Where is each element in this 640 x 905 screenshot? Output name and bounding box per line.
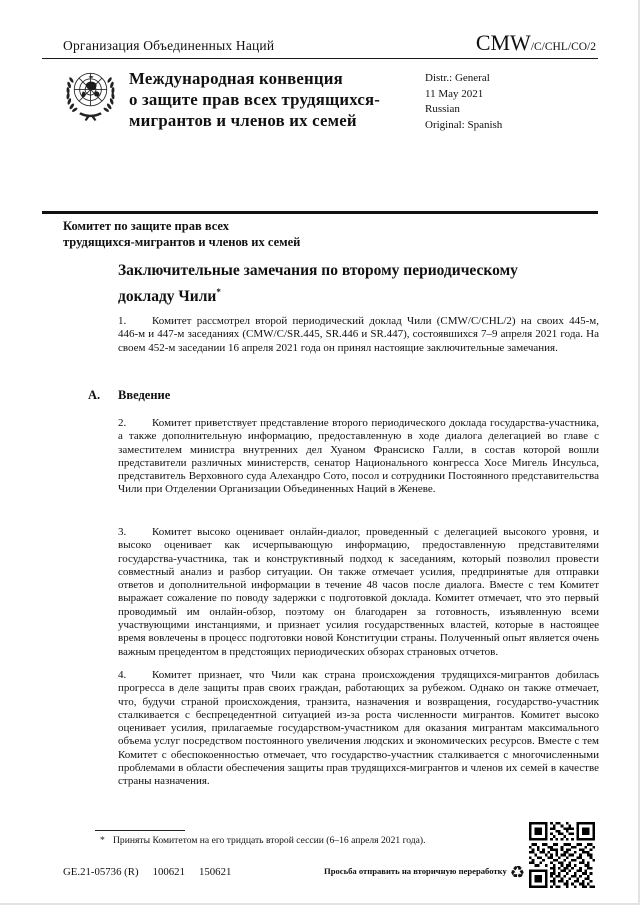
- paragraph-text: Комитет приветствует представление второго периодического доклада государства-участника, а также дополнительную информацию, предоставленную в ходе диалога делегацией во главе с заместителем министра внутренних дел Хуаном Франсиско Галли, в состав которой вошли представители различных министерств, сенатор Национального конгресса Хосе Мигель Инсульса, представитель Верховного суда Алехандро Сото, посол и сотрудники Постоянного представительства Чили при Отделении Организации Объединенных Наций в Женеве.: [118, 417, 599, 496]
- paragraph-2: [118, 417, 599, 497]
- footer-date-2: 150621: [198, 866, 232, 878]
- title-footnote-marker: *: [216, 286, 221, 297]
- document-symbol-main: CMW: [475, 30, 531, 55]
- recycle-icon: ♻: [509, 863, 525, 883]
- footnote: [100, 835, 500, 847]
- paragraph-number: 2.: [118, 417, 127, 429]
- document-symbol-suffix: /C/CHL/CO/2: [530, 41, 596, 53]
- paragraph-text: Комитет рассмотрел второй периодический доклад Чили (CMW/C/CHL/2) на своих 445-м, 446-м и 447-м заседаниях (CMW/C/SR.445, SR.446 и SR.447), состоявшихся 7–9 апреля 2021 года. На своем 452-м заседании 16 апреля 2021 года он принял настоящие заключительные замечания.: [118, 315, 599, 354]
- convention-title-line: Международная конвенция: [129, 69, 343, 88]
- recycle-text: Просьба отправить на вторичную переработку: [324, 866, 507, 876]
- header-rule: [42, 58, 598, 59]
- language-line: Russian: [425, 103, 460, 115]
- qr-code: [529, 822, 595, 888]
- convention-title-line: о защите прав всех трудящихся-: [129, 90, 381, 109]
- paragraph-number: 3.: [118, 526, 127, 538]
- committee-name-line: Комитет по защите прав всех: [63, 219, 229, 233]
- convention-title: [129, 68, 429, 131]
- masthead-divider-rule: [42, 211, 598, 214]
- distr-line: Distr.: General: [425, 72, 490, 84]
- paragraph-3: [118, 526, 599, 659]
- document-title: [118, 261, 570, 307]
- recycle-notice: [260, 863, 525, 883]
- committee-name: [63, 219, 300, 250]
- section-a-heading: [88, 388, 170, 403]
- original-language-line: Original: Spanish: [425, 118, 503, 131]
- footnote-separator-rule: [95, 830, 185, 831]
- document-reference-line: [63, 866, 245, 878]
- paragraph-text: Комитет высоко оценивает онлайн-диалог, проведенный с делегацией высокого уровня, и высоко оценивает как исчерпывающую информацию, предоставленную представителями государства-участника, так и конструктивный подход к заседаниям, который позволил провести совместный анализ и разбор ситуации. Он также отмечает усилия, предпринятые для отправки ответов и дополнительной информации в течение 48 часов после диалога. Вместе с тем Комитет выражает сожаление по поводу задержки с подготовкой доклада. Комитет отмечает, что это первый проводимый им онлайн-обзор, поэтому он благодарен за готовность, изъявленную всеми участвующими инстанциями, и признает усилия государственных властей, которые в настоящее время вовлечены в процесс подготовки новой Конституции страны. Полученный опыт является очень важным прецедентом в предстоящих периодических обзорах страновых отчетов.: [118, 526, 599, 658]
- section-letter: A.: [88, 388, 101, 402]
- document-symbol: [476, 30, 596, 56]
- masthead-top-row: [63, 30, 596, 56]
- paragraph-text: Комитет признает, что Чили как страна происхождения трудящихся-мигрантов добилась прогресса в деле защиты прав своих граждан, работающих за рубежом. Однако он также отмечает, что, будучи страной происхождения, транзита, назначения и возвращения, государство-участник сталкивается с беспрецедентной ситуацией из-за роста численности мигрантов. Комитет высоко оценивает усилия, прилагаемые государством-участником для оказания мигрантам максимального объема услуг посредством постоянного увеличения людских и экономических ресурсов. Вместе с тем Комитет с обеспокоенностью отмечает, что государство-участник сталкивается с многочисленными проблемами в области обеспечения защиты прав трудящихся-мигрантов и членов их семей в качестве страны назначения.: [118, 669, 599, 788]
- footnote-marker: *: [100, 835, 105, 846]
- document-title-text: Заключительные замечания по второму периодическому докладу Чили: [118, 262, 518, 305]
- paragraph-1: [118, 315, 599, 355]
- convention-title-line: мигрантов и членов их семей: [129, 111, 357, 130]
- footer-date-1: 100621: [152, 866, 185, 878]
- paragraph-number: 4.: [118, 669, 127, 681]
- distribution-block: [425, 71, 502, 133]
- committee-name-line: трудящихся-мигрантов и членов их семей: [63, 234, 301, 249]
- section-title: Введение: [118, 388, 171, 402]
- un-emblem-icon: [59, 65, 122, 128]
- paragraph-4: [118, 669, 599, 789]
- footnote-text: Приняты Комитетом на его тридцать второй сессии (6–16 апреля 2021 года).: [113, 835, 426, 846]
- ge-number: GE.21-05736 (R): [63, 866, 139, 878]
- date-line: 11 May 2021: [425, 87, 484, 100]
- paragraph-number: 1.: [118, 315, 127, 327]
- un-org-name: Организация Объединенных Наций: [63, 38, 275, 53]
